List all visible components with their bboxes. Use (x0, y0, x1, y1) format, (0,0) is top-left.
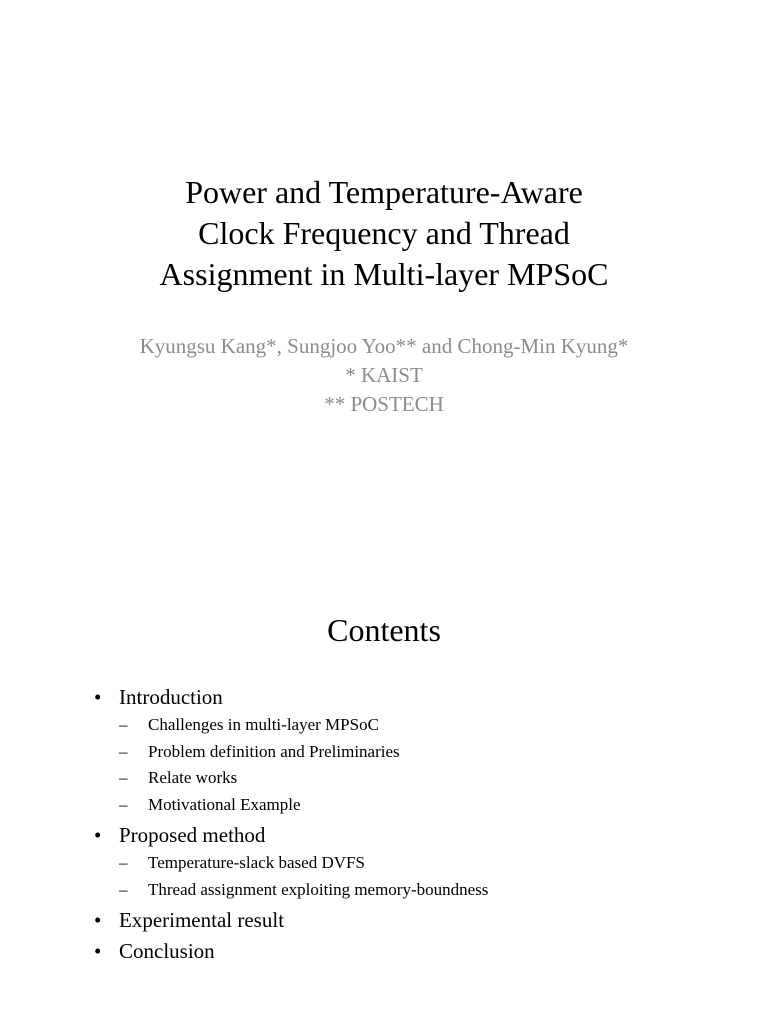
list-item-label: Introduction (119, 685, 223, 709)
sub-item (119, 792, 694, 819)
author-names: Kyungsu Kang*, Sungjoo Yoo** and Chong-Min Kyung* (139, 334, 629, 358)
sub-list-proposed-method (119, 849, 694, 903)
sub-item (119, 739, 694, 766)
sub-item-label: Thread assignment exploiting memory-boundness (148, 879, 489, 899)
author-block (0, 332, 768, 419)
affiliation-postech: ** POSTECH (324, 392, 444, 416)
sub-item (119, 765, 694, 792)
bullet-icon: • (94, 823, 102, 847)
sub-item (119, 850, 694, 877)
list-item-label: Conclusion (119, 939, 215, 963)
list-item-label: Experimental result (119, 908, 285, 932)
affiliation-kaist: * KAIST (345, 363, 423, 387)
presentation-title (0, 172, 768, 295)
sub-list-introduction (119, 711, 694, 818)
contents-heading: Contents (327, 612, 441, 648)
list-item-conclusion (94, 937, 694, 965)
contents-slide (0, 512, 768, 1024)
list-item-experimental-result (94, 906, 694, 934)
sub-item-label: Challenges in multi-layer MPSoC (148, 715, 379, 734)
list-item-proposed-method (94, 821, 694, 903)
list-item-label: Proposed method (119, 823, 266, 847)
title-line-3: Assignment in Multi-layer MPSoC (159, 256, 609, 292)
dash-icon: – (119, 715, 128, 734)
bullet-icon: • (94, 908, 102, 932)
dash-icon: – (119, 768, 128, 787)
title-line-2: Clock Frequency and Thread (198, 215, 570, 251)
title-line-1: Power and Temperature-Aware (185, 174, 583, 210)
list-item-introduction (94, 683, 694, 818)
dash-icon: – (119, 794, 128, 814)
sub-item (119, 877, 694, 904)
dash-icon: – (119, 741, 128, 761)
sub-item (119, 712, 694, 739)
sub-item-label: Relate works (148, 768, 238, 787)
dash-icon: – (119, 853, 128, 872)
bullet-icon: • (94, 939, 102, 963)
sub-item-label: Temperature-slack based DVFS (148, 853, 365, 872)
contents-list (94, 683, 694, 965)
dash-icon: – (119, 879, 128, 899)
bullet-icon: • (94, 685, 102, 709)
sub-item-label: Motivational Example (148, 794, 301, 814)
sub-item-label: Problem definition and Preliminaries (148, 741, 400, 761)
